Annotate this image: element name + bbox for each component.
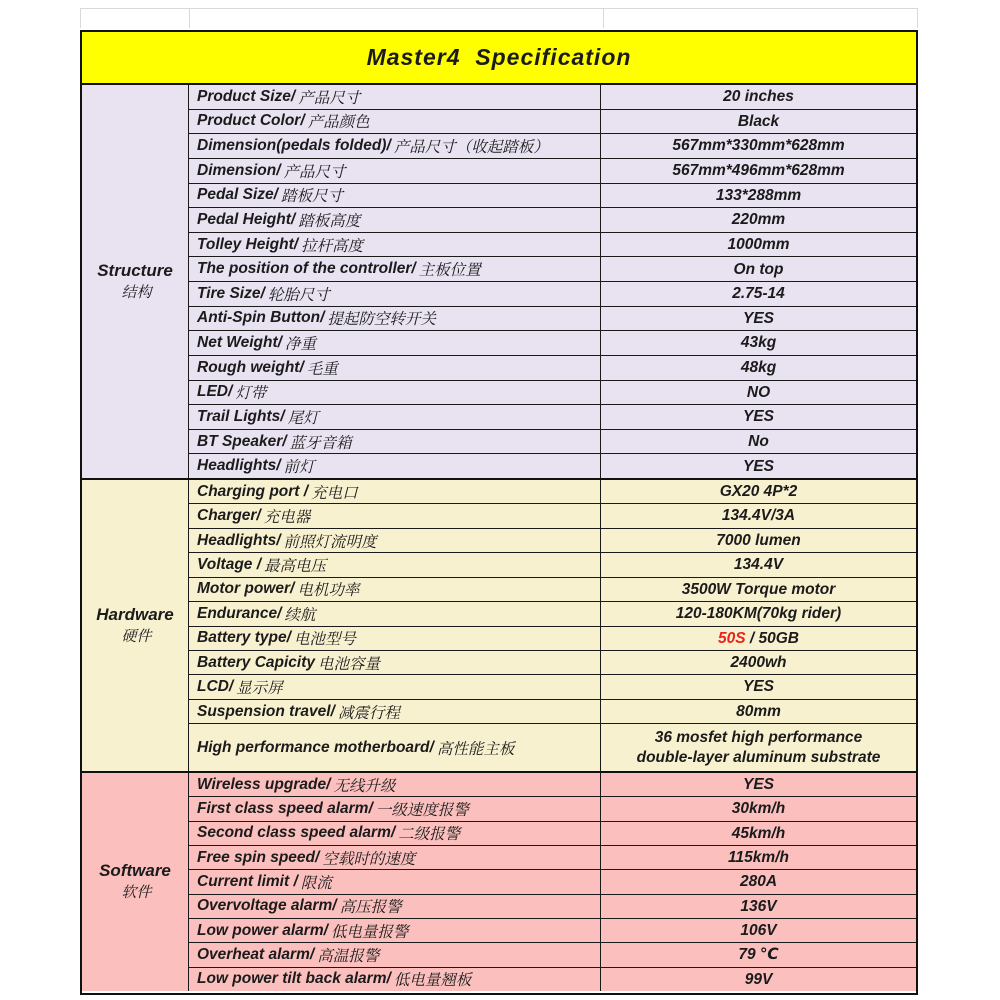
property-label-zh: 充电器 (263, 509, 311, 527)
property-label (189, 405, 601, 429)
spec-row (189, 504, 916, 528)
property-label-en: High performance motherboard/ (197, 738, 434, 756)
property-label-zh: 二级报警 (398, 826, 461, 844)
property-label-zh: 蓝牙音箱 (289, 434, 352, 452)
property-value: NO (746, 383, 771, 401)
ghost-cell (603, 9, 918, 28)
spec-row (189, 208, 916, 233)
property-label-en: Battery type/ (197, 629, 291, 647)
property-label-zh: 产品尺寸 (298, 89, 361, 107)
property-label-en: Free spin speed/ (197, 848, 320, 866)
property-label-zh: 高压报警 (339, 899, 402, 917)
property-label-zh: 电池容量 (318, 655, 381, 673)
value-text: / 50GB (745, 629, 799, 647)
property-label (189, 627, 601, 650)
property-label (189, 602, 601, 625)
spec-row (189, 233, 916, 258)
section-label-zh: 硬件 (121, 627, 152, 645)
spec-row (189, 602, 916, 626)
property-label (189, 85, 601, 109)
property-value: 120-180KM(70kg rider) (675, 605, 842, 623)
property-value: 3500W Torque motor (681, 580, 836, 598)
section-label-en: Structure (97, 260, 173, 280)
property-value: 43kg (740, 334, 777, 352)
spec-row (189, 480, 916, 504)
spec-row (189, 184, 916, 209)
property-label (189, 208, 601, 232)
property-label (189, 282, 601, 306)
property-value: YES (742, 309, 774, 327)
property-label-en: LED/ (197, 383, 233, 401)
property-label (189, 797, 601, 820)
section-software (82, 771, 916, 991)
section-rows (189, 480, 916, 771)
spec-row (189, 895, 916, 919)
property-label-zh: 减震行程 (337, 704, 400, 722)
property-label-zh: 高温报警 (317, 947, 380, 965)
section-rows (189, 773, 916, 991)
property-label-en: Headlights/ (197, 531, 281, 549)
property-label (189, 651, 601, 674)
spec-row (189, 307, 916, 332)
property-label-en: Low power alarm/ (197, 921, 328, 939)
property-value: No (748, 432, 769, 450)
property-value: 136V (740, 897, 777, 915)
property-value: YES (742, 408, 774, 426)
property-label-en: Product Color/ (197, 112, 305, 130)
spec-row (189, 553, 916, 577)
property-value: 280A (739, 873, 778, 891)
property-label-en: Charger/ (197, 507, 261, 525)
spec-row (189, 846, 916, 870)
ghost-cell (80, 9, 189, 28)
property-label-en: Battery Capicity (197, 653, 316, 671)
property-label-en: Charging port / (197, 482, 309, 500)
property-value: 134.4V/3A (721, 507, 796, 525)
spec-row (189, 529, 916, 553)
spec-row (189, 282, 916, 307)
property-label-zh: 产品尺寸（收起踏板） (393, 139, 549, 157)
spec-row (189, 159, 916, 184)
property-label (189, 968, 601, 991)
spec-row (189, 85, 916, 110)
property-label-zh: 电池型号 (293, 631, 356, 649)
section-label-hardware (82, 480, 189, 771)
property-value: 2.75-14 (732, 285, 785, 303)
property-label (189, 454, 601, 478)
section-structure (82, 85, 916, 478)
property-label-en: Tire Size/ (197, 284, 265, 302)
property-label-zh: 尾灯 (287, 409, 319, 427)
property-value: GX20 4P*2 (719, 483, 798, 501)
property-label-en: Current limit / (197, 872, 298, 890)
property-label-en: Low power tilt back alarm/ (197, 970, 391, 988)
property-label (189, 480, 601, 503)
property-label-en: Dimension/ (197, 161, 281, 179)
property-label-zh: 主板位置 (418, 262, 481, 280)
property-label-en: LCD/ (197, 678, 234, 696)
property-label-zh: 灯带 (235, 385, 267, 403)
property-value: 133*288mm (715, 186, 802, 204)
property-label-en: Endurance/ (197, 604, 282, 622)
property-label-en: Pedal Size/ (197, 186, 278, 204)
property-value: YES (742, 678, 774, 696)
property-label-zh: 电机功率 (297, 582, 360, 600)
property-label-en: Rough weight/ (197, 358, 304, 376)
property-value (601, 627, 916, 650)
spec-row (189, 797, 916, 821)
section-label-zh: 软件 (121, 884, 152, 902)
property-label-en: Product Size/ (197, 87, 296, 105)
section-label-structure (82, 85, 189, 478)
property-label (189, 700, 601, 723)
property-value: 30km/h (731, 800, 786, 818)
property-label-en: Wireless upgrade/ (197, 775, 331, 793)
property-value: 106V (740, 921, 777, 939)
property-label (189, 307, 601, 331)
property-label-en: Overheat alarm/ (197, 945, 315, 963)
property-label-zh: 毛重 (306, 360, 338, 378)
property-label (189, 846, 601, 869)
spec-row (189, 405, 916, 430)
property-label-en: Net Weight/ (197, 334, 282, 352)
property-value: YES (742, 775, 774, 793)
property-label-zh: 轮胎尺寸 (267, 286, 330, 304)
property-label (189, 773, 601, 796)
property-value: Black (737, 112, 780, 130)
section-hardware (82, 478, 916, 771)
property-label-zh: 产品尺寸 (283, 163, 346, 181)
property-label (189, 724, 601, 771)
spec-row (189, 919, 916, 943)
property-label-en: Suspension travel/ (197, 702, 335, 720)
property-label (189, 356, 601, 380)
property-label (189, 504, 601, 527)
property-label-en: Pedal Height/ (197, 210, 296, 228)
property-value: 80mm (736, 702, 781, 720)
property-value: 567mm*496mm*628mm (672, 162, 845, 179)
property-label-en: Trail Lights/ (197, 407, 285, 425)
property-label (189, 134, 601, 158)
property-label-en: Dimension(pedals folded)/ (197, 137, 391, 155)
property-value: 48kg (740, 359, 777, 376)
property-label-en: Second class speed alarm/ (197, 824, 396, 842)
table-body (82, 85, 916, 993)
property-label-zh: 提起防空转开关 (327, 311, 436, 329)
value-line (718, 629, 799, 648)
spec-row (189, 773, 916, 797)
spec-row (189, 134, 916, 159)
specification-table (80, 30, 918, 995)
property-value: 20 inches (723, 88, 794, 106)
section-label-en: Software (99, 861, 171, 881)
property-label (189, 675, 601, 698)
property-label (189, 331, 601, 355)
property-label-en: Anti-Spin Button/ (197, 309, 325, 327)
property-label-zh: 续航 (284, 606, 316, 624)
spec-row (189, 381, 916, 406)
property-value: On top (733, 260, 784, 278)
property-label-en: Tolley Height/ (197, 235, 299, 253)
spec-row (189, 578, 916, 602)
ghost-cell (189, 9, 603, 28)
spec-row (189, 331, 916, 356)
section-label-en: Hardware (96, 604, 174, 624)
spec-row (189, 870, 916, 894)
value-line: double-layer aluminum substrate (636, 748, 881, 766)
property-label (189, 553, 601, 576)
property-label (189, 184, 601, 208)
section-label-zh: 结构 (121, 283, 152, 301)
spec-row (189, 110, 916, 135)
property-label-zh: 踏板高度 (298, 212, 361, 230)
property-label-zh: 低电量报警 (330, 923, 409, 941)
property-label (189, 822, 601, 845)
property-label (189, 895, 601, 918)
property-label-zh: 最高电压 (264, 557, 327, 575)
property-label-zh: 低电量翘板 (393, 972, 472, 990)
property-label-en: First class speed alarm/ (197, 799, 373, 817)
property-label (189, 110, 601, 134)
property-value: 1000mm (727, 235, 790, 253)
spec-row (189, 700, 916, 724)
spec-row (189, 651, 916, 675)
property-label (189, 870, 601, 893)
property-label-zh: 前照灯流明度 (283, 533, 377, 551)
spec-row (189, 724, 916, 771)
property-label-en: BT Speaker/ (197, 432, 287, 450)
property-label (189, 159, 601, 183)
property-label (189, 381, 601, 405)
section-label-software (82, 773, 189, 991)
property-label-zh: 显示屏 (236, 680, 283, 698)
value-highlight-red: 50S (717, 629, 746, 647)
property-label (189, 233, 601, 257)
property-label (189, 257, 601, 281)
property-value: 115km/h (728, 848, 789, 866)
spec-row (189, 454, 916, 478)
property-label (189, 578, 601, 601)
property-label-en: Motor power/ (197, 580, 295, 598)
spreadsheet-ghost-row (80, 8, 918, 28)
property-label-zh: 一级速度报警 (375, 801, 469, 819)
property-label-en: Overvoltage alarm/ (197, 897, 337, 915)
property-label-zh: 产品颜色 (307, 114, 370, 132)
property-label-en: Headlights/ (197, 457, 281, 475)
property-value: 7000 lumen (716, 531, 801, 549)
property-value: 567mm*330mm*628mm (672, 137, 845, 155)
property-value (601, 724, 916, 771)
spec-row (189, 968, 916, 991)
section-rows (189, 85, 916, 478)
spec-row (189, 627, 916, 651)
property-value: 2400wh (730, 653, 787, 671)
spec-row (189, 430, 916, 455)
spec-row (189, 356, 916, 381)
property-label-zh: 空载时的速度 (322, 850, 416, 868)
spec-row (189, 943, 916, 967)
property-label (189, 919, 601, 942)
property-value: 220mm (731, 211, 786, 229)
property-value: 99V (744, 970, 773, 988)
property-label-zh: 前灯 (283, 459, 315, 477)
property-value: 134.4V (733, 556, 784, 574)
property-label-en: Voltage / (197, 555, 262, 573)
property-label-zh: 拉杆高度 (301, 237, 364, 255)
property-label-zh: 净重 (284, 336, 316, 354)
property-value: 45km/h (731, 824, 786, 842)
property-label (189, 430, 601, 454)
property-label-en: The position of the controller/ (197, 260, 416, 278)
property-label-zh: 高性能主板 (436, 740, 515, 758)
property-value: 79 ℃ (738, 946, 779, 964)
spec-row (189, 675, 916, 699)
property-label-zh: 限流 (300, 874, 332, 892)
spec-row (189, 257, 916, 282)
value-line: 36 mosfet high performance (654, 729, 863, 747)
table-title: Master4 Specification (82, 32, 916, 85)
property-label (189, 529, 601, 552)
property-value: YES (742, 457, 774, 475)
property-label-zh: 无线升级 (333, 777, 396, 795)
property-label (189, 943, 601, 966)
property-label-zh: 踏板尺寸 (280, 188, 343, 206)
spec-row (189, 822, 916, 846)
property-label-zh: 充电口 (311, 484, 358, 502)
